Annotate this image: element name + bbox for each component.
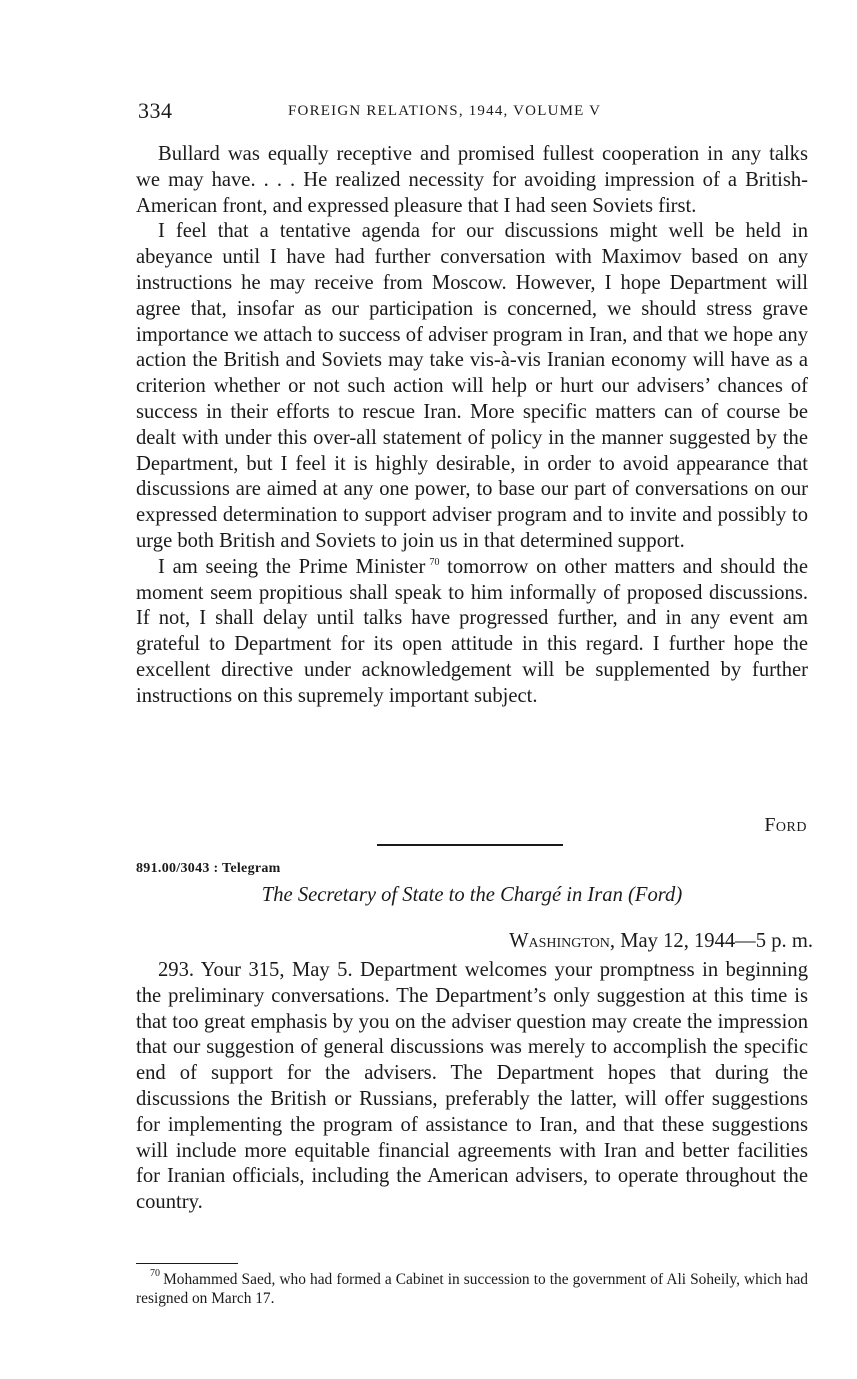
file-reference: 891.00/3043 : Telegram xyxy=(136,861,281,876)
footnote xyxy=(136,1270,808,1308)
paragraph-text: tomorrow on other matters and should the moment seem propitious shall speak to him informally of proposed discussions. If not, I shall delay until talks have progressed further, and in any event am grateful to Department for its open attitude in this regard. I further hope the excellent directive under acknowledgement will be supplemented by further instructions on this supremely important subject. xyxy=(136,555,808,707)
page-header xyxy=(138,98,810,128)
telegram-body xyxy=(136,958,808,1216)
dateline xyxy=(509,930,813,953)
signature: Ford xyxy=(764,814,807,836)
section-divider xyxy=(377,844,563,846)
footnote-reference: 70 xyxy=(429,556,440,568)
document-title: The Secretary of State to the Chargé in Iran (Ford) xyxy=(261,884,683,906)
telegram-paragraph: 293. Your 315, May 5. Department welcomes your promptness in beginning the preliminary conversations. The Department’s only suggestion at this time is that too great emphasis by you on the adviser question may create the impression that our suggestion of general discussions was merely to accomplish the specific end of support for the advisers. The Department hopes that during the discussions the British or Russians, preferably the latter, will offer suggestions for implementing the program of assistance to Iran, and that these suggestions will include more equitable financial agreements with Iran and better facilities for Iranian officials, including the American advisers, to operate throughout the country. xyxy=(136,959,808,1214)
footnote-text: Mohammed Saed, who had formed a Cabinet in succession to the government of Ali Soheily, which had resigned on March 17. xyxy=(136,1271,808,1307)
letter-paragraph xyxy=(136,555,808,710)
footnote-marker: 70 xyxy=(150,1268,160,1279)
dateline-place: Washington, xyxy=(509,930,616,952)
letter-paragraph: Bullard was equally receptive and promised fullest cooperation in any talks we may have. . . . He realized necessity for avoiding impression of a British-American front, and expressed pleasure that I had seen Soviets first. xyxy=(136,143,808,217)
dateline-date: May 12, 1944—5 p. m. xyxy=(615,930,813,952)
page-number: 334 xyxy=(138,98,173,123)
letter-body xyxy=(136,142,808,710)
letter-paragraph: I feel that a tentative agenda for our discussions might well be held in abeyance until I have had further conversation with Maximov based on any instructions he may receive from Moscow. However, I hope Department will agree that, insofar as our participation is concerned, we should stress grave importance we attach to success of adviser program in Iran, and that we hope any action the British and Soviets may take vis-à-vis Iranian economy will have as a criterion whether or not such action will help or hurt our advisers’ chances of success in their efforts to rescue Iran. More specific matters can of course be dealt with under this over-all statement of policy in the manner suggested by the Department, but I feel it is highly desirable, in order to avoid appearance that discussions are aimed at any one power, to base our part of conversations on our expressed determination to support adviser program and to invite and possibly to urge both British and Soviets to join us in that determined support. xyxy=(136,220,808,552)
footnote-divider xyxy=(136,1263,238,1264)
paragraph-text: I am seeing the Prime Minister xyxy=(158,555,426,578)
running-title: FOREIGN RELATIONS, 1944, VOLUME V xyxy=(288,103,602,119)
